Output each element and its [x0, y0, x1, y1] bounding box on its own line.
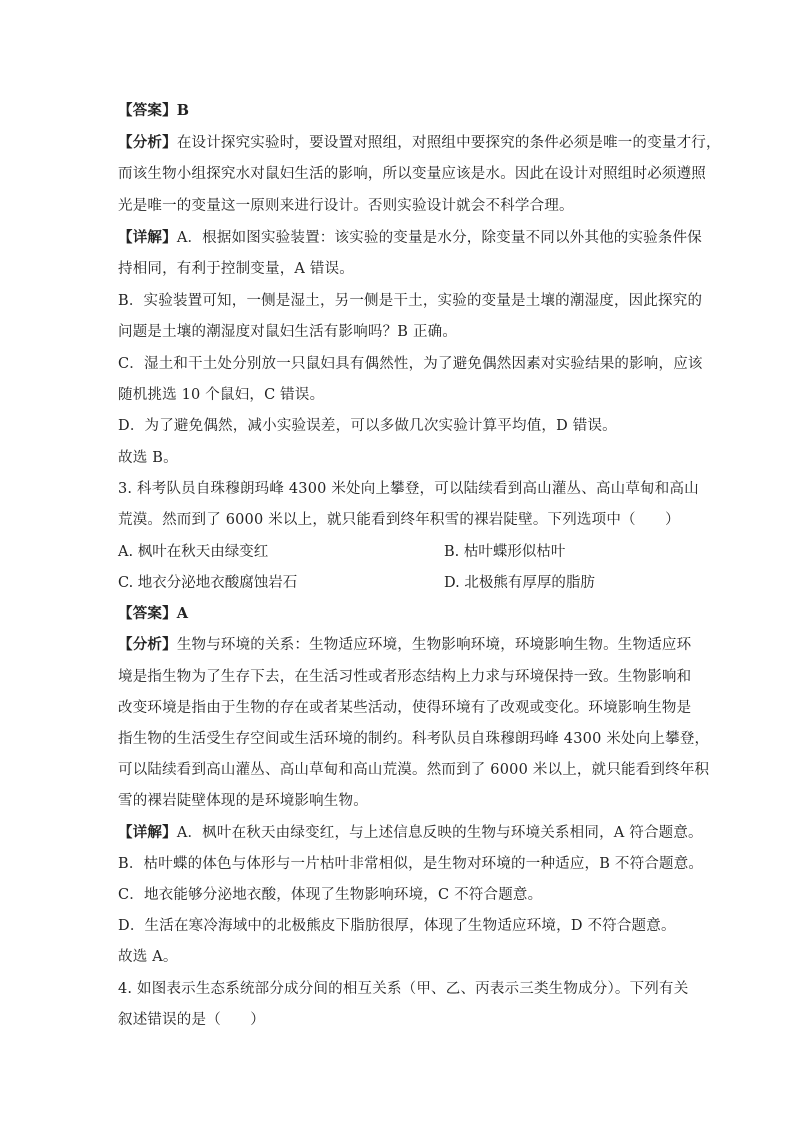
- q2-detail-line-3: B．实验装置可知，一侧是湿土，另一侧是干土，实验的变量是土壤的潮湿度，因此探究的: [118, 293, 703, 309]
- q2-analysis-line-2: 而该生物小组探究水对鼠妇生活的影响，所以变量应该是水。因此在设计对照组时必须遵照: [118, 166, 706, 182]
- q3-analysis-line-6: 雪的裸岩陡壁体现的是环境影响生物。: [118, 793, 368, 809]
- q3-option-b: B. 枯叶蝶形似枯叶: [444, 544, 566, 560]
- q2-detail-line-7: D．为了避免偶然，减小实验误差，可以多做几次实验计算平均值，D 错误。: [118, 418, 617, 434]
- q3-detail-line-1: 【详解】A．枫叶在秋天由绿变红，与上述信息反映的生物与环境关系相同，A 符合题意。: [118, 824, 703, 841]
- q2-conclusion: 故选 B。: [118, 450, 178, 466]
- q2-detail-line-2: 持相同，有利于控制变量，A 错误。: [118, 261, 354, 277]
- q4-stem-line-2: 叙述错误的是（ ）: [118, 1012, 265, 1028]
- q2-detail-line-4: 问题是土壤的潮湿度对鼠妇生活有影响吗？B 正确。: [118, 324, 458, 340]
- q3-option-c: C. 地衣分泌地衣酸腐蚀岩石: [118, 575, 298, 591]
- q3-analysis-tag: 【分析】: [118, 636, 177, 653]
- q2-analysis-tag: 【分析】: [118, 134, 177, 151]
- q3-stem-line-2: 荒漠。然而到了 6000 米以上，就只能看到终年积雪的裸岩陡壁。下列选项中（ ）: [118, 512, 680, 528]
- q2-detail-tag: 【详解】: [118, 229, 177, 246]
- q3-option-d: D. 北极熊有厚厚的脂肪: [444, 575, 595, 591]
- q2-analysis-line-1: 【分析】在设计探究实验时，要设置对照组，对照组中要探究的条件必须是唯一的变量才行，: [118, 134, 721, 151]
- q2-answer: 【答案】B: [118, 102, 190, 119]
- q3-analysis-line-2: 境是指生物为了生存下去，在生活习性或者形态结构上力求与环境保持一致。生物影响和: [118, 669, 692, 685]
- q3-option-a: A. 枫叶在秋天由绿变红: [118, 544, 269, 560]
- q2-detail-line-6: 随机挑选 10 个鼠妇，C 错误。: [118, 387, 325, 403]
- q4-stem-line-1: 4. 如图表示生态系统部分成分间的相互关系（甲、乙、丙表示三类生物成分）。下列有关: [118, 981, 689, 997]
- q3-detail-line-3: C．地衣能够分泌地衣酸，体现了生物影响环境，C 不符合题意。: [118, 887, 543, 903]
- q2-analysis-line-3: 光是唯一的变量这一原则来进行设计。否则实验设计就会不科学合理。: [118, 198, 574, 214]
- q3-analysis-line-1: 【分析】生物与环境的关系：生物适应环境，生物影响环境，环境影响生物。生物适应环: [118, 636, 692, 653]
- q3-detail-tag: 【详解】: [118, 824, 177, 841]
- q3-detail-line-4: D．生活在寒冷海域中的北极熊皮下脂肪很厚，体现了生物适应环境，D 不符合题意。: [118, 918, 676, 934]
- q3-analysis-line-4: 指生物的生活受生存空间或生活环境的制约。科考队员自珠穆朗玛峰 4300 米处向上攀登，: [118, 731, 710, 747]
- q3-answer: 【答案】A: [118, 605, 189, 622]
- q3-detail-line-2: B．枯叶蝶的体色与体形与一片枯叶非常相似，是生物对环境的一种适应，B 不符合题意。: [118, 856, 704, 872]
- q2-detail-line-5: C．湿土和干土处分别放一只鼠妇具有偶然性，为了避免偶然因素对实验结果的影响，应该: [118, 356, 703, 372]
- q2-detail-line-1: 【详解】A．根据如图实验装置：该实验的变量是水分，除变量不同以外其他的实验条件保: [118, 229, 702, 246]
- q3-conclusion: 故选 A。: [118, 949, 178, 965]
- q3-analysis-line-3: 改变环境是指由于生物的存在或者某些活动，使得环境有了改观或变化。环境影响生物是: [118, 700, 692, 716]
- q3-analysis-line-5: 可以陆续看到高山灌丛、高山草甸和高山荒漠。然而到了 6000 米以上，就只能看到终年积: [118, 762, 710, 778]
- q3-stem-line-1: 3. 科考队员自珠穆朗玛峰 4300 米处向上攀登，可以陆续看到高山灌丛、高山草甸和高山: [118, 481, 699, 497]
